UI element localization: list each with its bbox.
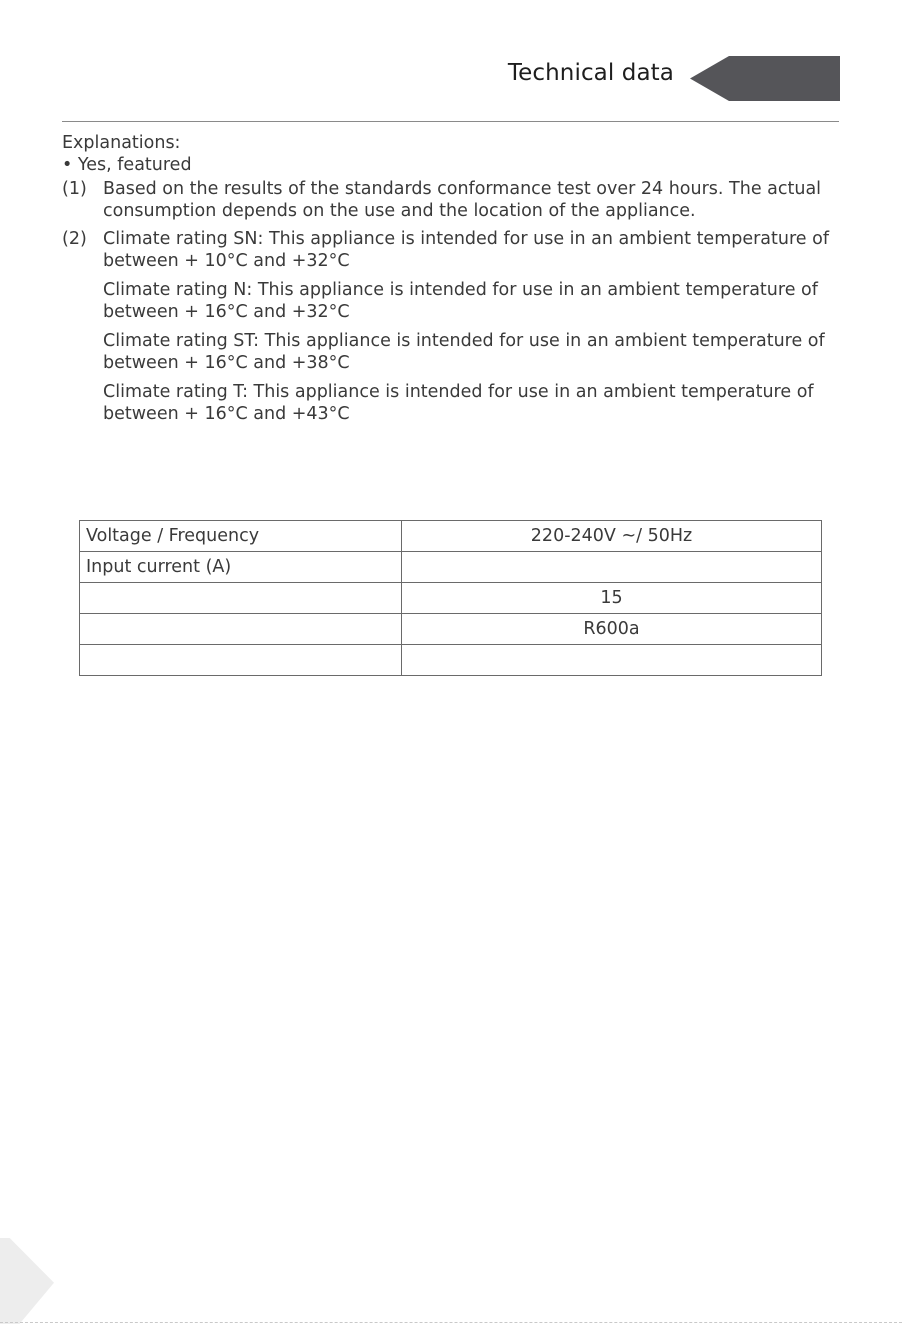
note-body xyxy=(103,178,842,222)
note-2 xyxy=(62,228,842,425)
spec-value: 15 xyxy=(402,583,822,614)
table-row xyxy=(80,552,822,583)
table-row xyxy=(80,645,822,676)
section-tab-marker xyxy=(690,56,840,101)
table-row xyxy=(80,583,822,614)
climate-rating-sn: Climate rating SN: This appliance is intended for use in an ambient temperature of between + 10°C and +32°C xyxy=(103,229,829,271)
note-number: (1) xyxy=(62,179,87,199)
spec-label xyxy=(80,614,402,645)
spec-value: 220-240V ~/ 50Hz xyxy=(402,521,822,552)
spec-table xyxy=(79,520,822,676)
table-row xyxy=(80,521,822,552)
note-1 xyxy=(62,178,842,222)
explanations-section xyxy=(62,132,842,425)
spec-label xyxy=(80,583,402,614)
spec-value: R600a xyxy=(402,614,822,645)
legend-featured: • Yes, featured xyxy=(62,155,192,175)
climate-rating-n: Climate rating N: This appliance is intended for use in an ambient temperature of between + 16°C and +32°C xyxy=(103,280,818,322)
spec-label: Input current (A) xyxy=(80,552,402,583)
spec-value xyxy=(402,645,822,676)
explanations-heading: Explanations: xyxy=(62,133,181,153)
header-divider xyxy=(62,121,839,122)
spec-value xyxy=(402,552,822,583)
note-number: (2) xyxy=(62,229,87,249)
page-title: Technical data xyxy=(507,60,674,86)
climate-rating-st: Climate rating ST: This appliance is intended for use in an ambient temperature of between + 16°C and +38°C xyxy=(103,331,825,373)
page-bottom-edge xyxy=(0,1322,902,1323)
note-text: Based on the results of the standards conformance test over 24 hours. The actual consumption depends on the use and the location of the appliance. xyxy=(103,179,822,221)
climate-rating-t: Climate rating T: This appliance is intended for use in an ambient temperature of between + 16°C and +43°C xyxy=(103,382,814,424)
page-corner-marker xyxy=(0,1238,54,1324)
note-body xyxy=(103,228,842,425)
spec-label xyxy=(80,645,402,676)
table-row xyxy=(80,614,822,645)
spec-label: Voltage / Frequency xyxy=(80,521,402,552)
